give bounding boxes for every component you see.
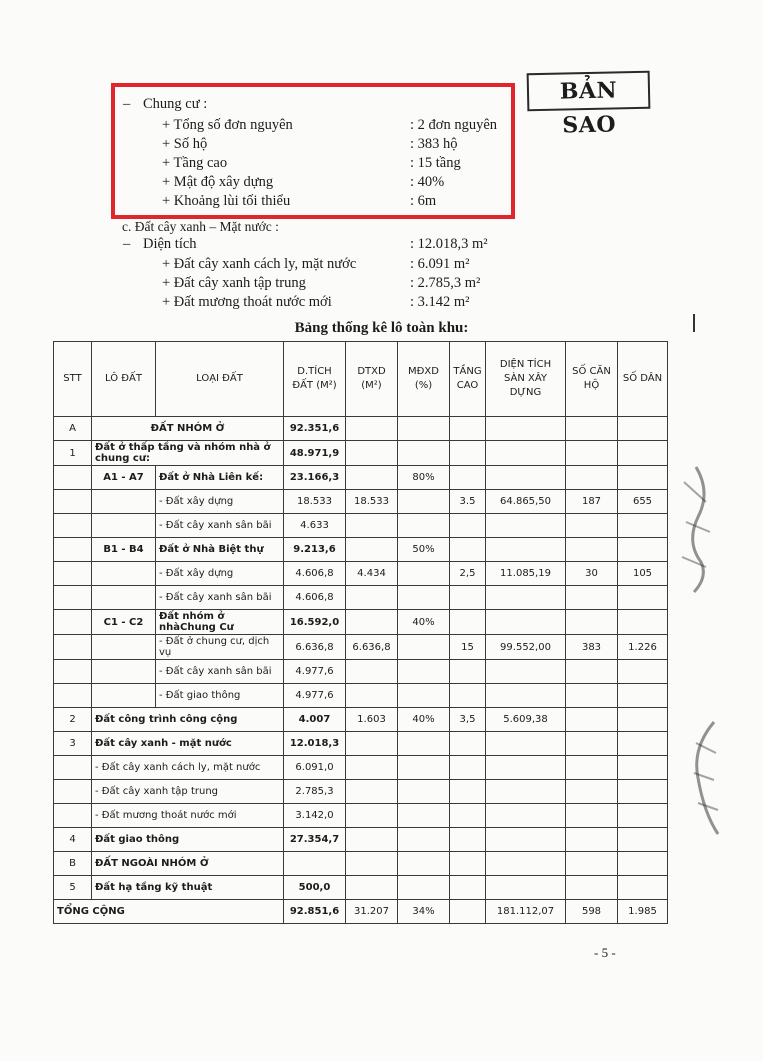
cell-dtxd <box>346 780 398 804</box>
cell-tang-cao <box>450 756 486 780</box>
cell-dien-tich-san <box>486 756 566 780</box>
spec-label: + Tổng số đơn nguyên <box>162 117 293 133</box>
table-title: Bảng thống kê lô toàn khu: <box>294 320 469 336</box>
cell-lo-dat <box>92 562 156 586</box>
cell-loai-dat: Đất công trình công cộng <box>92 708 284 732</box>
cell-tang-cao: 2,5 <box>450 562 486 586</box>
section-c-heading: c. Đất cây xanh – Mặt nước : <box>122 219 279 234</box>
cell-loai-dat: - Đất mương thoát nước mới <box>92 804 284 828</box>
table-row <box>54 538 668 562</box>
cell-mdxd <box>398 756 450 780</box>
cell-so-dan: 105 <box>618 562 668 586</box>
cell-dien-tich: 27.354,7 <box>284 828 346 852</box>
cell-tang-cao <box>450 804 486 828</box>
cell-so-can-ho <box>566 660 618 684</box>
header-dien-tich: D.TÍCH ĐẤT (M²) <box>284 342 346 417</box>
spec-value: : 383 hộ <box>410 136 458 152</box>
cell-loai-dat: Đất ở thấp tầng và nhóm nhà ở chung cư: <box>92 441 284 466</box>
cell-lo-dat <box>92 635 156 660</box>
cell-dtxd <box>346 756 398 780</box>
cell-lo-dat: C1 - C2 <box>92 610 156 635</box>
cell-loai-dat: Đất ở Nhà Biệt thự <box>156 538 284 562</box>
cell-dien-tich-san <box>486 441 566 466</box>
cell-dien-tich-san: 5.609,38 <box>486 708 566 732</box>
cell-so-can-ho: 187 <box>566 490 618 514</box>
cell-dien-tich: 16.592,0 <box>284 610 346 635</box>
cell-so-dan <box>618 441 668 466</box>
cell-dien-tich-san <box>486 876 566 900</box>
cell-tang-cao <box>450 852 486 876</box>
table-row <box>54 610 668 635</box>
cell-dien-tich: 92.851,6 <box>284 900 346 924</box>
cell-tang-cao <box>450 586 486 610</box>
cell-mdxd: 50% <box>398 538 450 562</box>
table-row <box>54 466 668 490</box>
cell-tang-cao <box>450 538 486 562</box>
page-number: - 5 - <box>594 945 616 960</box>
bullet-dash: – <box>123 236 131 252</box>
header-mdxd: MĐXD (%) <box>398 342 450 417</box>
cell-loai-dat: - Đất cây xanh sân bãi <box>156 586 284 610</box>
table-row <box>54 586 668 610</box>
cell-so-can-ho <box>566 514 618 538</box>
cell-tang-cao <box>450 466 486 490</box>
copy-stamp: BẢN SAO <box>527 71 651 112</box>
cell-stt <box>54 660 92 684</box>
cell-so-dan <box>618 708 668 732</box>
cell-dien-tich-san: 99.552,00 <box>486 635 566 660</box>
table-row <box>54 441 668 466</box>
cell-loai-dat: - Đất cây xanh cách ly, mặt nước <box>92 756 284 780</box>
cell-dien-tich-san <box>486 828 566 852</box>
cell-so-dan <box>618 466 668 490</box>
table-header-row <box>54 342 668 417</box>
cell-tang-cao <box>450 417 486 441</box>
cell-lo-dat <box>92 490 156 514</box>
cell-so-can-ho <box>566 441 618 466</box>
table-body <box>54 417 668 924</box>
table-row <box>54 732 668 756</box>
cell-stt: 2 <box>54 708 92 732</box>
spec-value: : 6m <box>410 193 437 209</box>
cell-loai-dat: Đất nhóm ở nhàChung Cư <box>156 610 284 635</box>
cell-lo-dat <box>92 514 156 538</box>
cell-stt <box>54 586 92 610</box>
green-land-label: + Đất cây xanh cách ly, mặt nước <box>162 256 357 272</box>
cell-so-dan <box>618 586 668 610</box>
margin-mark-icon <box>690 314 698 332</box>
header-loai-dat: LOẠI ĐẤT <box>156 342 284 417</box>
cell-dtxd <box>346 417 398 441</box>
cell-dien-tich-san <box>486 538 566 562</box>
cell-loai-dat: - Đất cây xanh sân bãi <box>156 660 284 684</box>
cell-tang-cao <box>450 610 486 635</box>
cell-dien-tich-san <box>486 417 566 441</box>
cell-stt: 3 <box>54 732 92 756</box>
cell-mdxd <box>398 562 450 586</box>
cell-stt: B <box>54 852 92 876</box>
cell-dien-tich: 4.606,8 <box>284 562 346 586</box>
cell-mdxd <box>398 876 450 900</box>
cell-so-can-ho <box>566 828 618 852</box>
header-lo-dat: LÔ ĐẤT <box>92 342 156 417</box>
cell-stt <box>54 466 92 490</box>
cell-lo-dat <box>92 684 156 708</box>
cell-loai-dat: ĐẤT NGOÀI NHÓM Ở <box>92 852 284 876</box>
spec-label: + Số hộ <box>162 136 208 152</box>
table-row <box>54 780 668 804</box>
cell-loai-dat: Đất giao thông <box>92 828 284 852</box>
cell-dien-tich: 3.142,0 <box>284 804 346 828</box>
table-row <box>54 684 668 708</box>
cell-mdxd <box>398 660 450 684</box>
cell-stt <box>54 514 92 538</box>
cell-dien-tich <box>284 852 346 876</box>
cell-lo-dat: A1 - A7 <box>92 466 156 490</box>
cell-mdxd <box>398 417 450 441</box>
cell-dien-tich: 500,0 <box>284 876 346 900</box>
cell-so-dan: 1.985 <box>618 900 668 924</box>
area-label: Diện tích <box>143 236 197 252</box>
cell-loai-dat: - Đất giao thông <box>156 684 284 708</box>
table-row <box>54 660 668 684</box>
cell-dien-tich: 92.351,6 <box>284 417 346 441</box>
cell-tang-cao <box>450 780 486 804</box>
cell-stt <box>54 780 92 804</box>
spec-label: + Tầng cao <box>162 155 228 171</box>
cell-mdxd <box>398 490 450 514</box>
cell-mdxd: 80% <box>398 466 450 490</box>
cell-dtxd <box>346 466 398 490</box>
cell-mdxd <box>398 804 450 828</box>
green-land-label: + Đất mương thoát nước mới <box>162 294 332 310</box>
cell-mdxd <box>398 441 450 466</box>
cell-tang-cao: 3.5 <box>450 490 486 514</box>
cell-so-can-ho <box>566 586 618 610</box>
cell-loai-dat: Đất hạ tầng kỹ thuật <box>92 876 284 900</box>
cell-mdxd: 34% <box>398 900 450 924</box>
cell-loai-dat: - Đất xây dựng <box>156 562 284 586</box>
cell-dien-tich-san <box>486 732 566 756</box>
cell-so-dan <box>618 514 668 538</box>
cell-dien-tich: 6.091,0 <box>284 756 346 780</box>
cell-mdxd: 40% <box>398 610 450 635</box>
header-stt: STT <box>54 342 92 417</box>
cell-tang-cao <box>450 876 486 900</box>
cell-dtxd: 1.603 <box>346 708 398 732</box>
cell-stt <box>54 804 92 828</box>
cell-mdxd <box>398 780 450 804</box>
table-row <box>54 828 668 852</box>
cell-so-can-ho <box>566 466 618 490</box>
spec-label: + Mật độ xây dựng <box>162 174 274 190</box>
cell-mdxd <box>398 828 450 852</box>
table-row <box>54 635 668 660</box>
cell-tang-cao <box>450 732 486 756</box>
cell-dtxd <box>346 852 398 876</box>
cell-dien-tich-san <box>486 586 566 610</box>
seal-fragment-icon <box>684 718 724 838</box>
cell-dtxd <box>346 876 398 900</box>
cell-lo-dat: B1 - B4 <box>92 538 156 562</box>
cell-so-can-ho <box>566 876 618 900</box>
cell-stt: 4 <box>54 828 92 852</box>
cell-so-dan <box>618 417 668 441</box>
table-row <box>54 804 668 828</box>
cell-stt <box>54 684 92 708</box>
cell-dtxd <box>346 684 398 708</box>
cell-tang-cao <box>450 900 486 924</box>
cell-dtxd <box>346 586 398 610</box>
cell-dien-tich: 18.533 <box>284 490 346 514</box>
cell-dien-tich-san <box>486 610 566 635</box>
cell-mdxd <box>398 514 450 538</box>
cell-tang-cao <box>450 684 486 708</box>
cell-mdxd <box>398 852 450 876</box>
cell-dien-tich-san: 11.085,19 <box>486 562 566 586</box>
cell-dien-tich: 4.977,6 <box>284 684 346 708</box>
cell-stt <box>54 538 92 562</box>
cell-dtxd <box>346 538 398 562</box>
cell-so-can-ho <box>566 852 618 876</box>
cell-dien-tich-san: 181.112,07 <box>486 900 566 924</box>
cell-dien-tich-san <box>486 514 566 538</box>
cell-so-can-ho <box>566 538 618 562</box>
spec-value: : 2 đơn nguyên <box>410 117 498 133</box>
cell-so-dan <box>618 828 668 852</box>
header-tang-cao: TẦNG CAO <box>450 342 486 417</box>
spec-value: : 40% <box>410 174 445 190</box>
seal-fragment-icon <box>676 462 716 597</box>
cell-dtxd <box>346 660 398 684</box>
cell-dtxd: 18.533 <box>346 490 398 514</box>
cell-mdxd <box>398 586 450 610</box>
cell-dien-tich: 12.018,3 <box>284 732 346 756</box>
cell-dtxd <box>346 828 398 852</box>
cell-so-dan: 655 <box>618 490 668 514</box>
area-value: : 12.018,3 m² <box>410 236 488 252</box>
cell-tang-cao: 3,5 <box>450 708 486 732</box>
cell-so-can-ho: 30 <box>566 562 618 586</box>
cell-so-dan <box>618 538 668 562</box>
table-row <box>54 876 668 900</box>
spec-value: : 15 tầng <box>410 155 461 171</box>
header-dtxd: DTXD (M²) <box>346 342 398 417</box>
cell-dien-tich: 6.636,8 <box>284 635 346 660</box>
cell-loai-dat: Đất ở Nhà Liên kế: <box>156 466 284 490</box>
cell-loai-dat: TỔNG CỘNG <box>54 900 284 924</box>
cell-so-can-ho <box>566 804 618 828</box>
cell-dtxd: 4.434 <box>346 562 398 586</box>
cell-loai-dat: Đất cây xanh - mặt nước <box>92 732 284 756</box>
cell-tang-cao <box>450 514 486 538</box>
cell-so-dan <box>618 876 668 900</box>
cell-dien-tich-san <box>486 780 566 804</box>
cell-so-can-ho <box>566 756 618 780</box>
cell-loai-dat: - Đất xây dựng <box>156 490 284 514</box>
cell-so-dan <box>618 780 668 804</box>
table-row <box>54 900 668 924</box>
cell-mdxd <box>398 635 450 660</box>
green-land-value: : 3.142 m² <box>410 294 470 310</box>
cell-dien-tich-san <box>486 660 566 684</box>
cell-dtxd: 6.636,8 <box>346 635 398 660</box>
cell-so-dan <box>618 756 668 780</box>
cell-so-dan <box>618 684 668 708</box>
green-land-label: + Đất cây xanh tập trung <box>162 275 306 291</box>
cell-dien-tich-san <box>486 804 566 828</box>
green-land-value: : 2.785,3 m² <box>410 275 481 291</box>
cell-so-can-ho <box>566 708 618 732</box>
cell-dien-tich: 4.977,6 <box>284 660 346 684</box>
cell-loai-dat: ĐẤT NHÓM Ở <box>92 417 284 441</box>
table-row <box>54 852 668 876</box>
table-row <box>54 417 668 441</box>
cell-mdxd: 40% <box>398 708 450 732</box>
cell-dtxd <box>346 732 398 756</box>
table-row <box>54 756 668 780</box>
cell-so-can-ho: 383 <box>566 635 618 660</box>
header-dien-tich-san: DIỆN TÍCH SÀN XÂY DỰNG <box>486 342 566 417</box>
cell-stt <box>54 562 92 586</box>
cell-lo-dat <box>92 660 156 684</box>
cell-dtxd <box>346 610 398 635</box>
cell-dien-tich: 48.971,9 <box>284 441 346 466</box>
table-row <box>54 562 668 586</box>
cell-dien-tich: 2.785,3 <box>284 780 346 804</box>
cell-dien-tich-san <box>486 466 566 490</box>
cell-dtxd <box>346 441 398 466</box>
chung-cu-heading: Chung cư : <box>143 96 208 112</box>
cell-tang-cao: 15 <box>450 635 486 660</box>
cell-loai-dat: - Đất cây xanh tập trung <box>92 780 284 804</box>
cell-loai-dat: - Đất ở chung cư, dịch vụ <box>156 635 284 660</box>
cell-stt: 5 <box>54 876 92 900</box>
header-so-dan: SỐ DÂN <box>618 342 668 417</box>
cell-dien-tich: 4.007 <box>284 708 346 732</box>
cell-tang-cao <box>450 441 486 466</box>
cell-stt <box>54 610 92 635</box>
cell-dien-tich-san <box>486 684 566 708</box>
table-row <box>54 490 668 514</box>
cell-so-dan <box>618 804 668 828</box>
cell-dien-tich: 23.166,3 <box>284 466 346 490</box>
cell-stt <box>54 635 92 660</box>
cell-stt <box>54 756 92 780</box>
cell-mdxd <box>398 732 450 756</box>
cell-dtxd <box>346 514 398 538</box>
land-statistics-table <box>53 341 668 924</box>
cell-so-can-ho <box>566 780 618 804</box>
cell-stt <box>54 490 92 514</box>
cell-so-dan: 1.226 <box>618 635 668 660</box>
cell-so-dan <box>618 732 668 756</box>
cell-loai-dat: - Đất cây xanh sân bãi <box>156 514 284 538</box>
table-row <box>54 514 668 538</box>
green-land-value: : 6.091 m² <box>410 256 470 272</box>
cell-stt: A <box>54 417 92 441</box>
cell-so-can-ho <box>566 610 618 635</box>
cell-tang-cao <box>450 828 486 852</box>
cell-so-can-ho: 598 <box>566 900 618 924</box>
cell-mdxd <box>398 684 450 708</box>
cell-dien-tich-san <box>486 852 566 876</box>
cell-so-dan <box>618 852 668 876</box>
cell-so-can-ho <box>566 732 618 756</box>
cell-lo-dat <box>92 586 156 610</box>
cell-so-can-ho <box>566 417 618 441</box>
cell-dien-tich-san: 64.865,50 <box>486 490 566 514</box>
cell-so-dan <box>618 660 668 684</box>
cell-so-dan <box>618 610 668 635</box>
cell-dien-tich: 9.213,6 <box>284 538 346 562</box>
cell-dien-tich: 4.606,8 <box>284 586 346 610</box>
table-row <box>54 708 668 732</box>
spec-label: + Khoảng lùi tối thiểu <box>162 193 291 209</box>
cell-dtxd: 31.207 <box>346 900 398 924</box>
header-so-can-ho: SỐ CĂN HỘ <box>566 342 618 417</box>
cell-tang-cao <box>450 660 486 684</box>
cell-dtxd <box>346 804 398 828</box>
cell-so-can-ho <box>566 684 618 708</box>
cell-stt: 1 <box>54 441 92 466</box>
bullet-dash: – <box>123 96 131 112</box>
cell-dien-tich: 4.633 <box>284 514 346 538</box>
